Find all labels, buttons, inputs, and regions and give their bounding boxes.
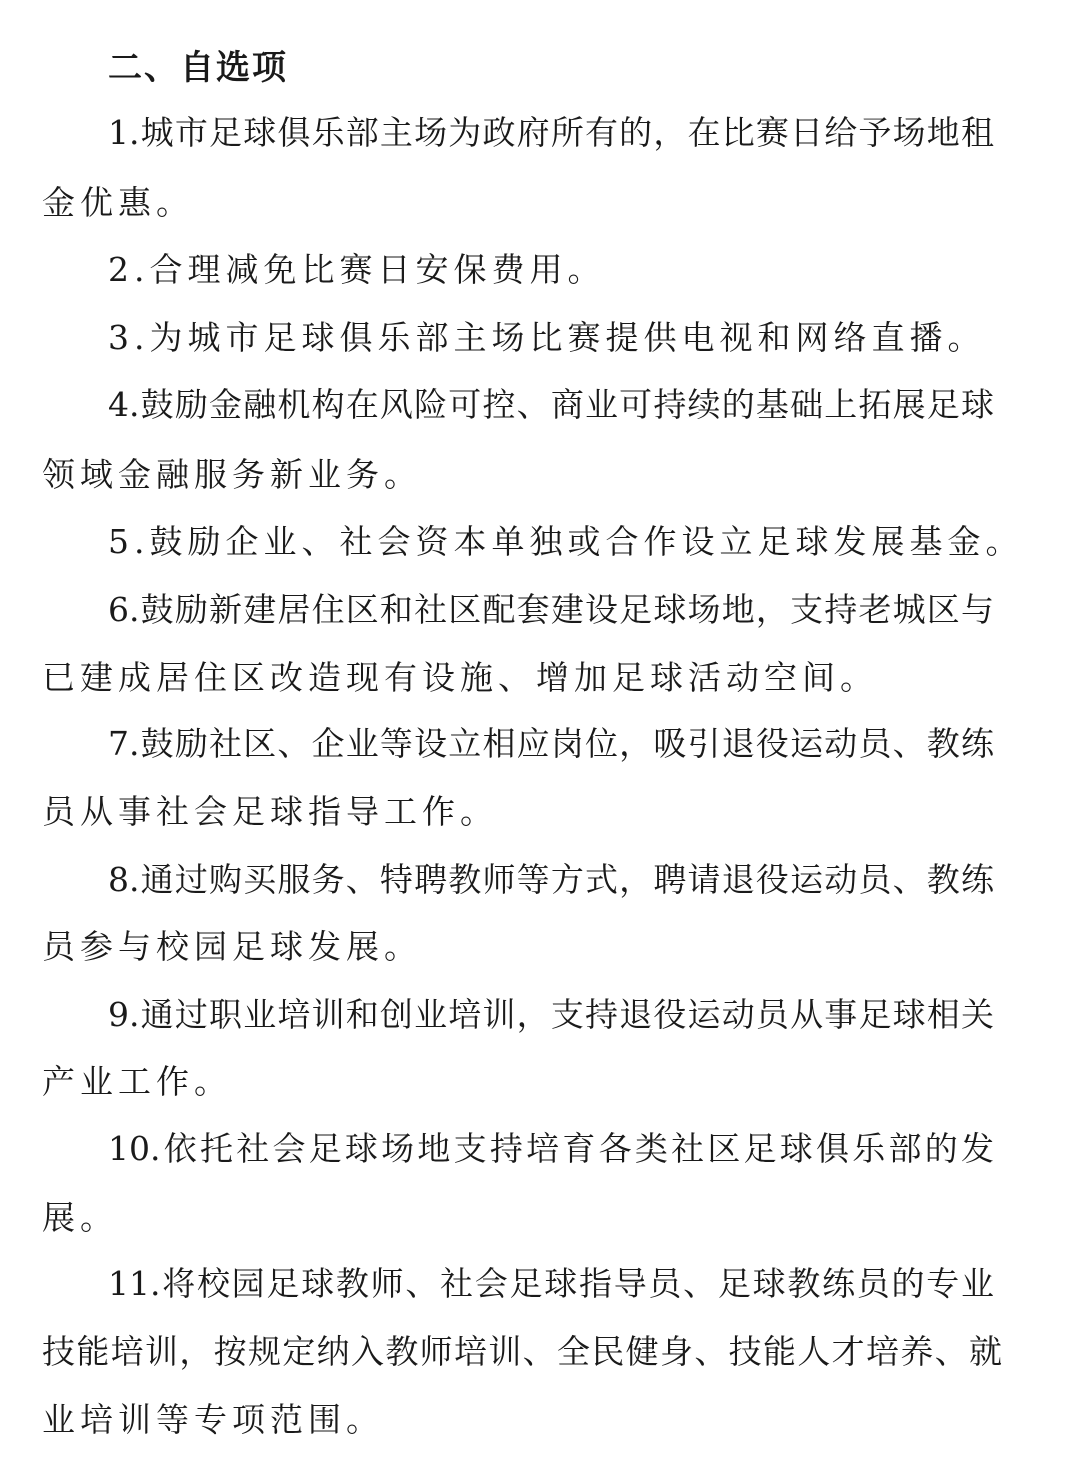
item-11-line-2: 技能培训，按规定纳入教师培训、全民健身、技能人才培养、就 [42, 1332, 1002, 1371]
item-3-line-1: 3.为城市足球俱乐部主场比赛提供电视和网络直播。 [108, 318, 986, 357]
item-10-line-2: 展。 [42, 1198, 118, 1237]
item-10-line-1: 10.依托社会足球场地支持培育各类社区足球俱乐部的发 [108, 1129, 994, 1168]
item-9-line-1: 9.通过职业培训和创业培训，支持退役运动员从事足球相关 [108, 995, 994, 1034]
item-4-line-2: 领域金融服务新业务。 [42, 455, 422, 494]
item-1-line-1: 1.城市足球俱乐部主场为政府所有的，在比赛日给予场地租 [108, 113, 994, 152]
item-7-line-2: 员从事社会足球指导工作。 [42, 792, 498, 831]
item-7-line-1: 7.鼓励社区、企业等设立相应岗位，吸引退役运动员、教练 [108, 724, 994, 763]
section-heading: 二、自选项 [108, 48, 288, 88]
item-8-line-2: 员参与校园足球发展。 [42, 927, 422, 966]
item-2-line-1: 2.合理减免比赛日安保费用。 [108, 250, 606, 289]
item-5-line-1: 5.鼓励企业、社会资本单独或合作设立足球发展基金。 [108, 522, 1024, 561]
item-6-line-1: 6.鼓励新建居住区和社区配套建设足球场地，支持老城区与 [108, 590, 994, 629]
item-9-line-2: 产业工作。 [42, 1062, 232, 1101]
item-1-line-2: 金优惠。 [42, 183, 194, 222]
item-11-line-1: 11.将校园足球教师、社会足球指导员、足球教练员的专业 [108, 1264, 994, 1303]
item-8-line-1: 8.通过购买服务、特聘教师等方式，聘请退役运动员、教练 [108, 860, 994, 899]
item-4-line-1: 4.鼓励金融机构在风险可控、商业可持续的基础上拓展足球 [108, 385, 994, 424]
item-6-line-2: 已建成居住区改造现有设施、增加足球活动空间。 [42, 658, 878, 697]
item-11-line-3: 业培训等专项范围。 [42, 1400, 384, 1439]
